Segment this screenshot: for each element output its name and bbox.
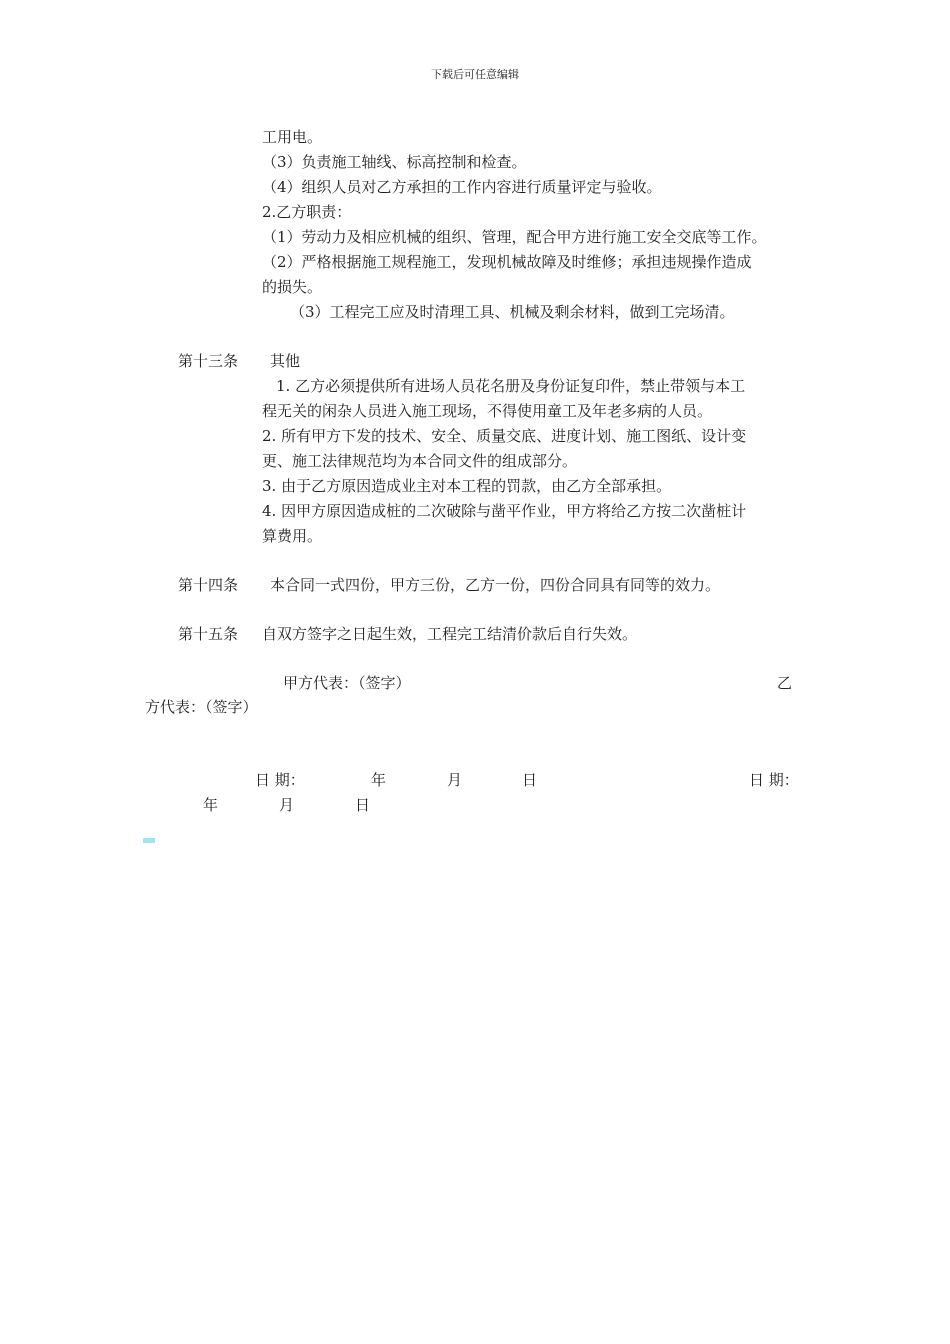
party-a-date-month: 月 [447, 771, 463, 789]
article12-line: （2）严格根据施工规程施工，发现机械故障及时维修；承担违规操作造成 [262, 253, 752, 271]
article13-item: 1. 乙方必须提供所有进场人员花名册及身份证复印件，禁止带领与本工 [276, 377, 746, 395]
article14-text: 本合同一式四份，甲方三份，乙方一份，四份合同具有同等的效力。 [270, 576, 721, 594]
article13-title: 第十三条 [178, 352, 239, 370]
party-b-date-day: 日 [355, 796, 371, 814]
party-b-signature-end: 方代表：（签字） [145, 698, 258, 716]
article12-line: （4）组织人员对乙方承担的工作内容进行质量评定与验收。 [262, 178, 662, 196]
article12-line: 工用电。 [262, 128, 323, 146]
party-a-date-day: 日 [522, 771, 538, 789]
party-b-date-year: 年 [203, 796, 219, 814]
article12-line: 的损失。 [262, 278, 323, 296]
article15-title: 第十五条 [178, 625, 239, 643]
article12-line: （3）负责施工轴线、标高控制和检查。 [262, 153, 527, 171]
party-a-date-label: 日 期： [255, 771, 305, 789]
article13-item: 更、施工法律规范均为本合同文件的组成部分。 [262, 452, 578, 470]
page-marker [143, 838, 155, 843]
article15-text: 自双方签字之日起生效，工程完工结清价款后自行失效。 [262, 625, 638, 643]
article12-line: （3）工程完工应及时清理工具、机械及剩余材料，做到工完场清。 [290, 303, 735, 321]
party-b-date-label: 日 期： [749, 771, 799, 789]
party-a-date-year: 年 [371, 771, 387, 789]
party-b-signature-start: 乙 [777, 674, 793, 692]
article13-item: 3. 由于乙方原因造成业主对本工程的罚款，由乙方全部承担。 [262, 477, 672, 495]
article12-line: （1）劳动力及相应机械的组织、管理，配合甲方进行施工安全交底等工作。 [262, 228, 767, 246]
article12-line: 2.乙方职责： [262, 203, 352, 221]
article13-heading: 其他 [270, 352, 301, 370]
article13-item: 2. 所有甲方下发的技术、安全、质量交底、进度计划、施工图纸、设计变 [262, 427, 747, 445]
party-b-date-month: 月 [279, 796, 295, 814]
party-a-signature: 甲方代表：（签字） [283, 674, 411, 692]
article14-title: 第十四条 [178, 576, 239, 594]
article13-item: 4. 因甲方原因造成桩的二次破除与凿平作业，甲方将给乙方按二次凿桩计 [262, 502, 747, 520]
page-header: 下载后可任意编辑 [431, 68, 519, 81]
article13-item: 程无关的闲杂人员进入施工现场，不得使用童工及年老多病的人员。 [262, 402, 713, 420]
article13-item: 算费用。 [262, 527, 323, 545]
